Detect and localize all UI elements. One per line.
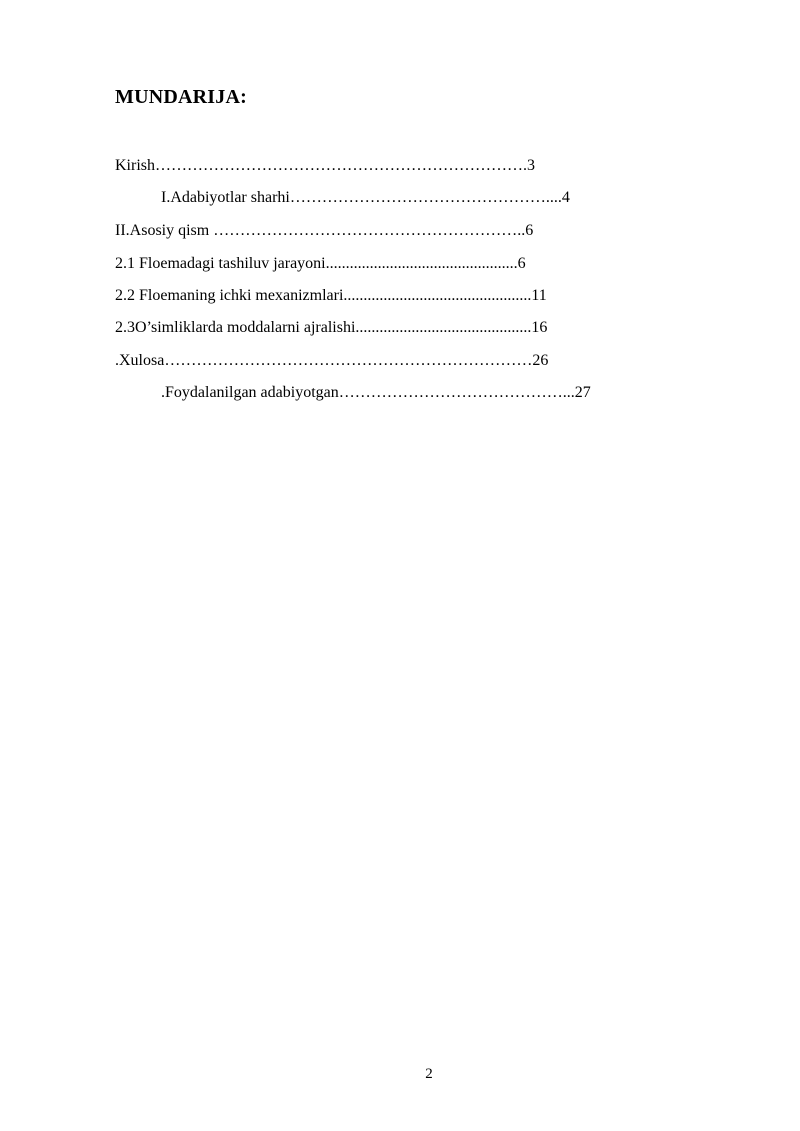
toc-entry-2-2: 2.2 Floemaning ichki mexanizmlari...............................................11 <box>115 287 547 304</box>
page-title: MUNDARIJA: <box>115 86 247 108</box>
page-number: 2 <box>425 1066 433 1082</box>
toc-entry-asosiy-qism: II.Asosiy qism …………………………………………………..6 <box>115 222 534 239</box>
toc-entry-xulosa: .Xulosa……………………………………………………………26 <box>115 352 549 369</box>
toc-entry-kirish: Kirish…………………………………………………………….3 <box>115 157 535 174</box>
toc-entry-2-1: 2.1 Floemadagi tashiluv jarayoni................................................6 <box>115 255 526 272</box>
toc-entry-2-3: 2.3O’simliklarda moddalarni ajralishi............................................16 <box>115 319 548 336</box>
toc-entry-adabiyotlar-sharhi: I.Adabiyotlar sharhi…………………………………………....4 <box>161 189 570 206</box>
toc-entry-foydalanilgan-adabiyotgan: .Foydalanilgan adabiyotgan……………………………………...27 <box>161 384 591 401</box>
